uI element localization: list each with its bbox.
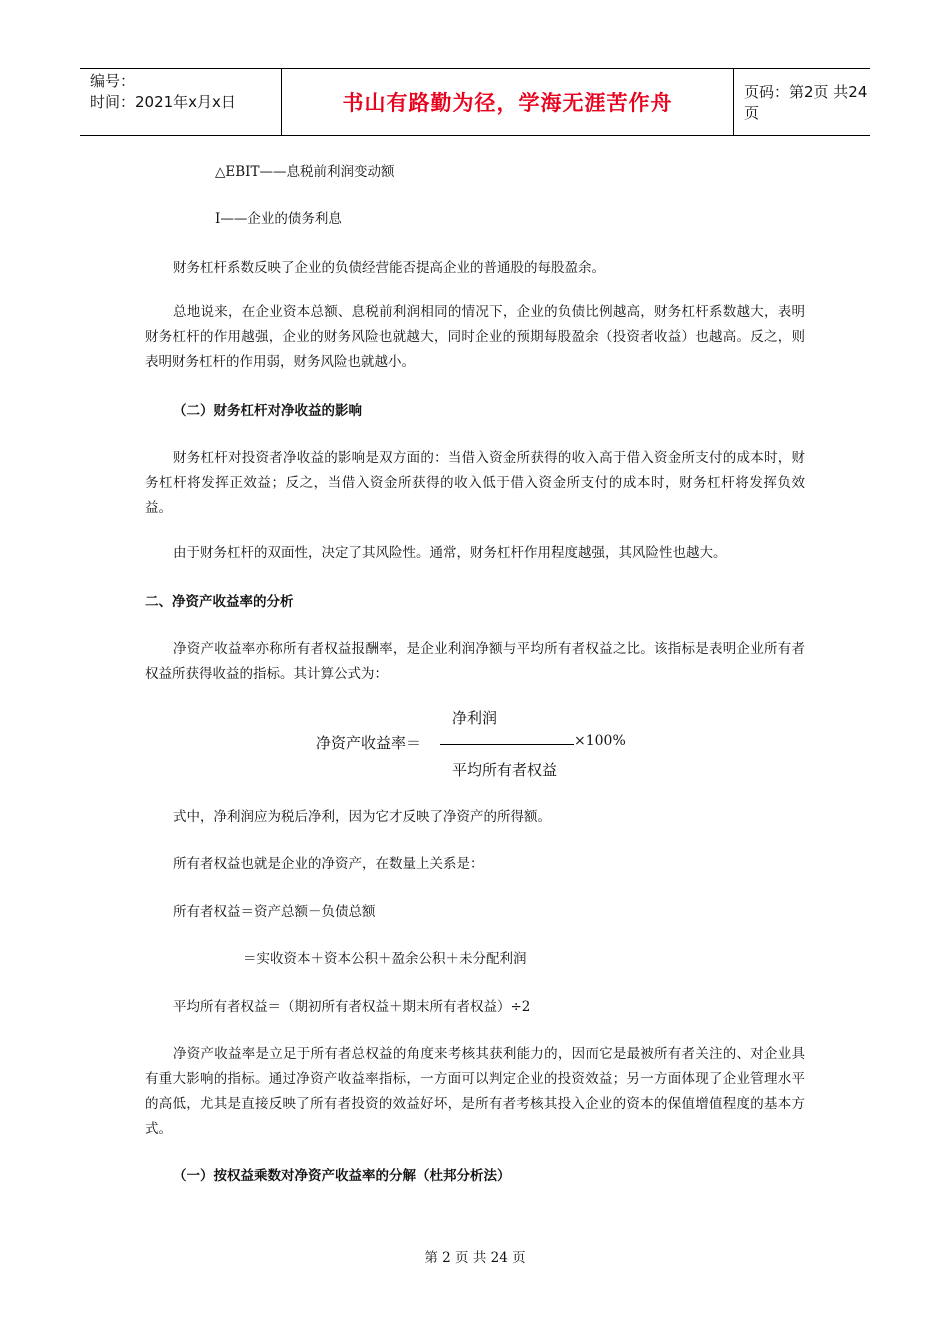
- subsection-heading-2: （二）财务杠杆对净收益的影响: [173, 403, 362, 419]
- paragraph: 由于财务杠杆的双面性，决定了其风险性。通常，财务杠杆作用程度越强，其风险性也越大。: [173, 545, 727, 561]
- paragraph: 净资产收益率是立足于所有者总权益的角度来考核其获利能力的，因而它是最被所有者关注的、对企业具有重大影响的指标。通过净资产收益率指标，一方面可以判定企业的投资效益；另一方面体现了企业管理水平的高低，尤其是直接反映了所有者投资的效益好坏，是所有者考核其投入企业的资本的保值增值程度的基本方式。: [145, 1046, 805, 1137]
- header-page-cell: [734, 69, 870, 135]
- roe-formula: [316, 704, 656, 780]
- paragraph: 财务杠杆对投资者净收益的影响是双方面的：当借入资金所获得的收入高于借入资金所支付的成本时，财务杠杆将发挥正效益；反之，当借入资金所获得的收入低于借入资金所支付的成本时，财务杠杆将发挥负效益。: [145, 450, 805, 516]
- header-motto: 书山有路勤为径，学海无涯苦作舟: [342, 91, 673, 115]
- header-page-number: 页码：第2页 共24页: [744, 83, 868, 122]
- document-date: 时间：2021年x月x日: [90, 93, 236, 111]
- formula-multiplier: ×100%: [574, 733, 626, 749]
- page-footer: 第 2 页 共 24 页: [424, 1250, 526, 1266]
- paragraph: 总地说来，在企业资本总额、息税前利润相同的情况下，企业的负债比例越高，财务杠杆系数越大，表明财务杠杆的作用越强，企业的财务风险也就越大，同时企业的预期每股盈余（投资者收益）也越高。反之，则表明财务杠杆的作用弱，财务风险也就越小。: [145, 304, 805, 370]
- equation-line: 平均所有者权益＝（期初所有者权益＋期末所有者权益）÷2: [173, 999, 531, 1015]
- paragraph: 所有者权益也就是企业的净资产，在数量上关系是：: [173, 856, 484, 872]
- header-motto-cell: [282, 69, 734, 135]
- definition-delta-ebit: △EBIT——息税前利润变动额: [215, 164, 395, 180]
- fraction-bar: [440, 744, 574, 745]
- subsection-heading-1: （一）按权益乘数对净资产收益率的分解（杜邦分析法）: [173, 1168, 511, 1184]
- formula-numerator: 净利润: [452, 709, 498, 727]
- paragraph: 净资产收益率亦称所有者权益报酬率，是企业利润净额与平均所有者权益之比。该指标是表明企业所有者权益所获得收益的指标。其计算公式为：: [145, 641, 805, 682]
- page-header: [80, 68, 870, 136]
- equation-line: ＝实收资本＋资本公积＋盈余公积＋未分配利润: [243, 951, 527, 967]
- header-meta: [80, 69, 282, 135]
- formula-lhs: 净资产收益率＝: [316, 734, 422, 752]
- equation-line: 所有者权益＝资产总额－负债总额: [173, 904, 376, 920]
- formula-denominator: 平均所有者权益: [452, 761, 558, 779]
- section-heading: 二、净资产收益率的分析: [145, 594, 294, 610]
- paragraph: 财务杠杆系数反映了企业的负债经营能否提高企业的普通股的每股盈余。: [173, 260, 605, 276]
- definition-interest: I——企业的债务利息: [215, 211, 342, 227]
- document-number-label: 编号：: [90, 72, 136, 90]
- paragraph: 式中，净利润应为税后净利，因为它才反映了净资产的所得额。: [173, 809, 551, 825]
